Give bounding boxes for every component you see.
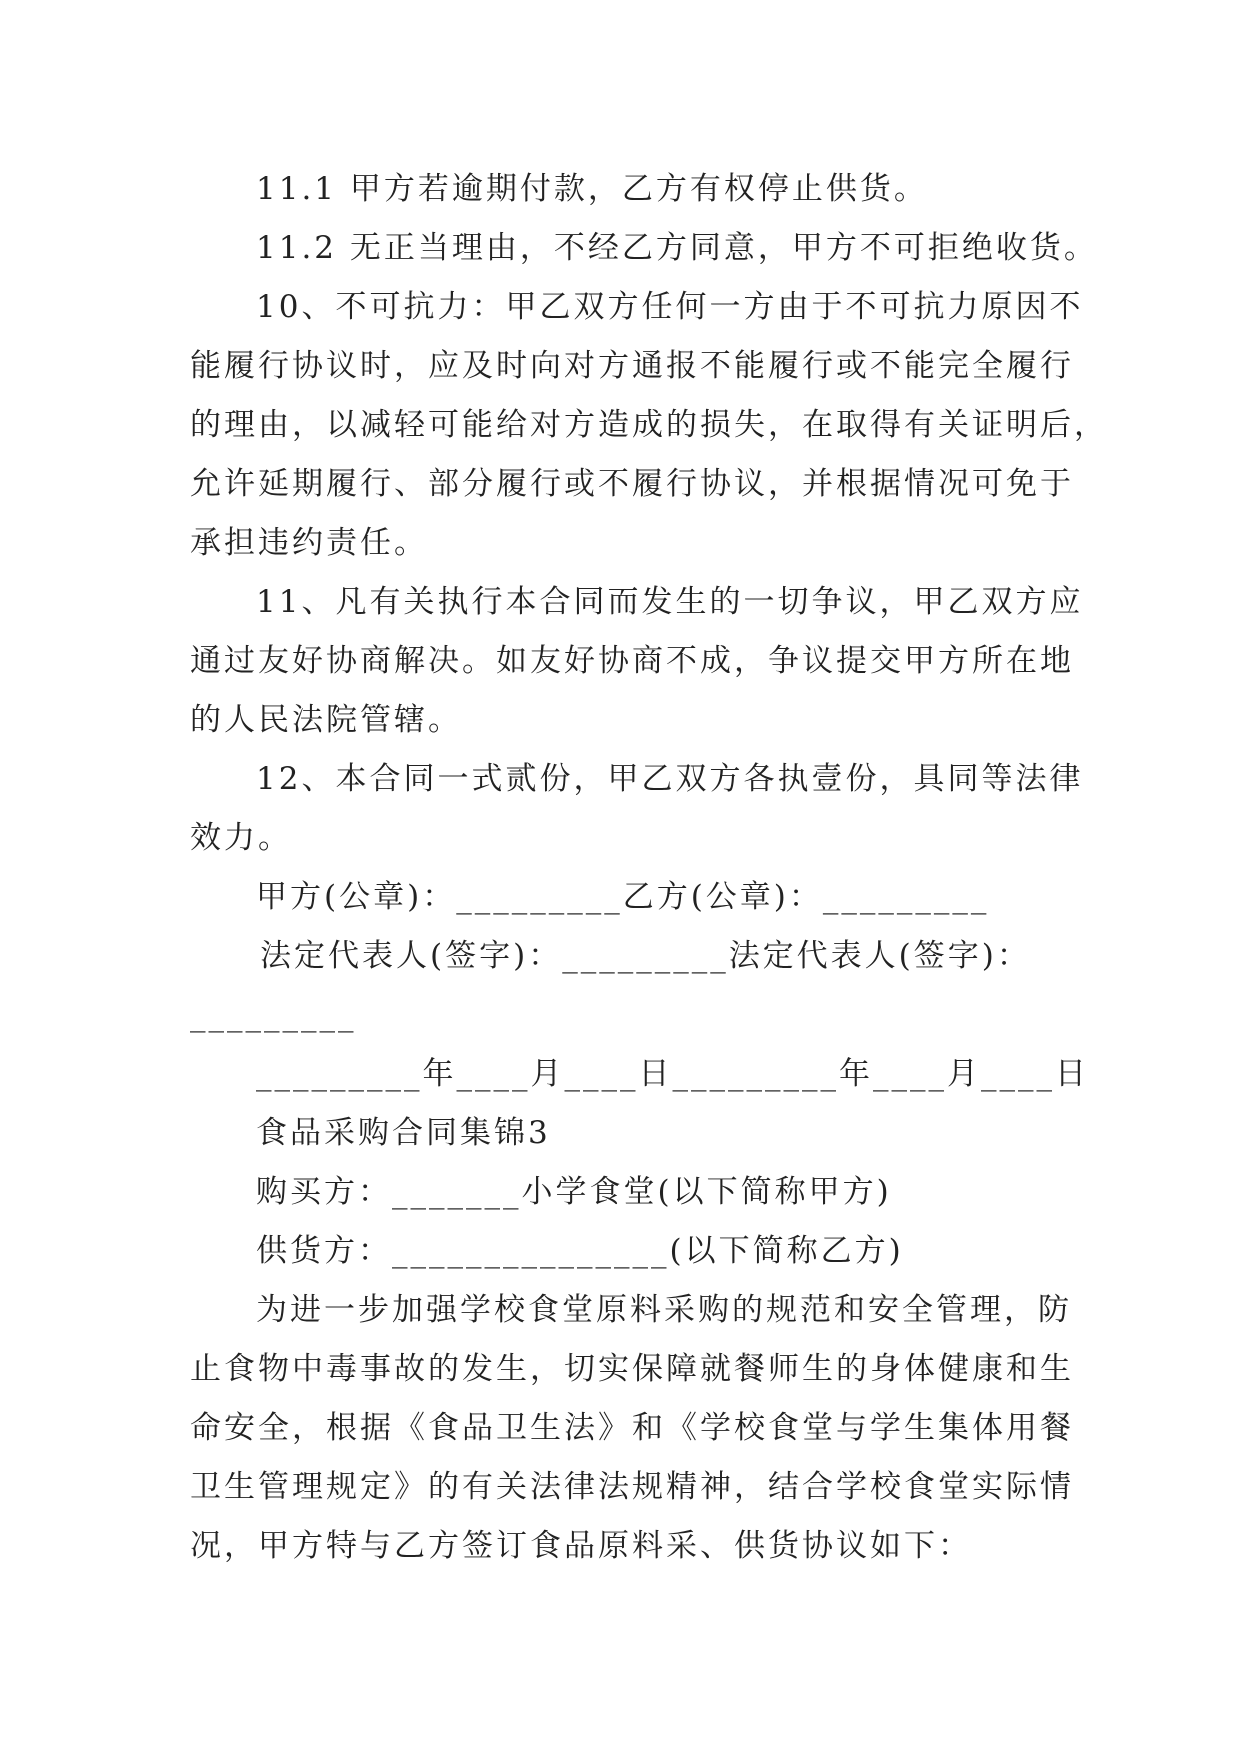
supplier-line: 供货方：_______________(以下简称乙方) (256, 1233, 904, 1269)
clause-10-line-3: 的理由，以减轻可能给对方造成的损失，在取得有关证明后， (190, 407, 1108, 443)
clause-11-line-3: 的人民法院管辖。 (190, 702, 462, 738)
clause-10-line-2: 能履行协议时，应及时向对方通报不能履行或不能完全履行 (190, 348, 1074, 384)
clause-12-line-1: 12、本合同一式贰份，甲乙双方各执壹份，具同等法律 (256, 761, 1084, 797)
clause-12-line-2: 效力。 (190, 820, 292, 856)
clause-10-line-5: 承担违约责任。 (190, 525, 428, 561)
signature-representative-line: 法定代表人(签字)：_________法定代表人(签字)： (260, 938, 1031, 974)
preamble-line-4: 卫生管理规定》的有关法律法规精神，结合学校食堂实际情 (190, 1469, 1074, 1505)
clause-11-line-2: 通过友好协商解决。如友好协商不成，争议提交甲方所在地 (190, 643, 1074, 679)
clause-10-line-4: 允许延期履行、部分履行或不履行协议，并根据情况可免于 (190, 466, 1074, 502)
preamble-line-3: 命安全，根据《食品卫生法》和《学校食堂与学生集体用餐 (190, 1410, 1074, 1446)
section-title: 食品采购合同集锦3 (256, 1115, 551, 1151)
signature-blank-line: _________ (190, 997, 357, 1033)
clause-10-line-1: 10、不可抗力：甲乙双方任何一方由于不可抗力原因不 (256, 289, 1084, 325)
preamble-line-5: 况，甲方特与乙方签订食品原料采、供货协议如下： (190, 1528, 972, 1564)
preamble-line-1: 为进一步加强学校食堂原料采购的规范和安全管理，防 (256, 1292, 1072, 1328)
preamble-line-2: 止食物中毒事故的发生，切实保障就餐师生的身体健康和生 (190, 1351, 1074, 1387)
clause-11-1: 11.1 甲方若逾期付款，乙方有权停止供货。 (256, 171, 928, 207)
signature-seal-line: 甲方(公章)：_________乙方(公章)：_________ (256, 879, 990, 915)
clause-11-2: 11.2 无正当理由，不经乙方同意，甲方不可拒绝收货。 (256, 230, 1098, 266)
date-line: _________年____月____日_________年____月____日 (256, 1056, 1089, 1092)
buyer-line: 购买方：_______小学食堂(以下简称甲方) (256, 1174, 892, 1210)
clause-11-line-1: 11、凡有关执行本合同而发生的一切争议，甲乙双方应 (256, 584, 1084, 620)
document-body (190, 160, 1108, 1576)
